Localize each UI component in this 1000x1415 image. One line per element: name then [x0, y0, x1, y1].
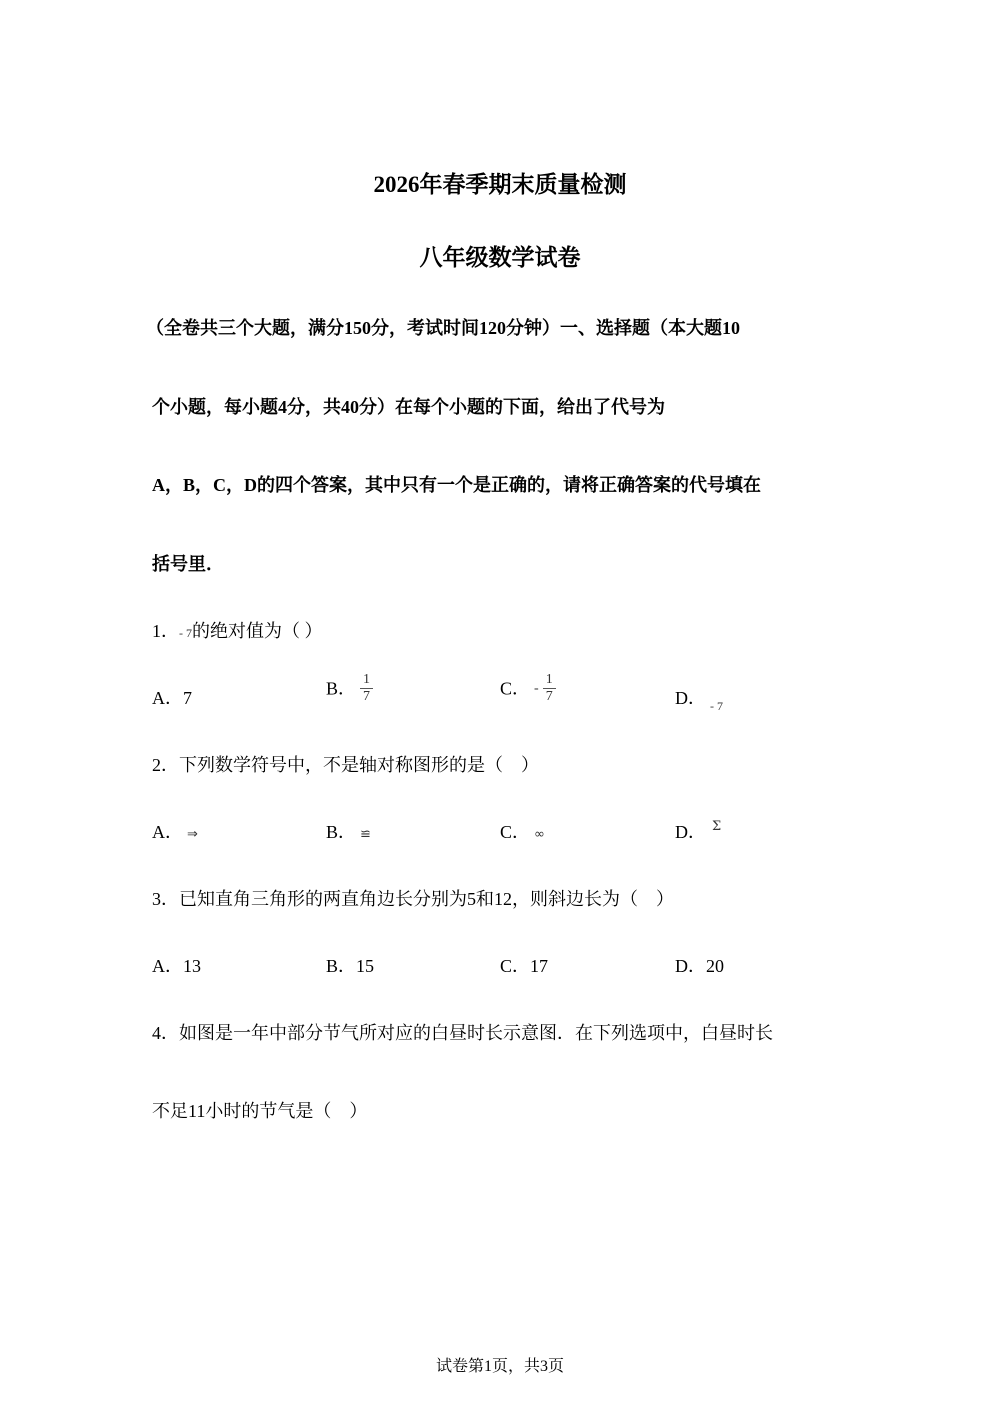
option-c: [500, 820, 545, 847]
option-value: 17: [530, 956, 549, 976]
option-label: C．: [500, 822, 531, 842]
option-d: [675, 954, 724, 978]
option-b: [326, 954, 374, 978]
option-c: [500, 954, 548, 978]
instructions-line-1: （全卷共三个大题，满分150分，考试时间120分钟）一、选择题（本大题10: [146, 318, 740, 338]
question-1-options: [0, 672, 1000, 722]
fraction-numerator: 1: [360, 672, 373, 689]
option-label: A．: [152, 822, 183, 842]
option-label: B．: [326, 678, 357, 699]
option-value: - 7: [710, 699, 723, 713]
option-label: D．: [675, 688, 706, 708]
option-label: C．: [500, 956, 531, 976]
exam-title: 2026年春季期末质量检测: [373, 172, 627, 197]
sigma-symbol: Σ: [712, 819, 722, 834]
question-number: 4．: [152, 1023, 179, 1043]
fraction-denominator: 7: [545, 689, 553, 704]
fraction: [360, 672, 373, 705]
question-text: 如图是一年中部分节气所对应的白昼时长示意图．在下列选项中，白昼时长: [179, 1023, 773, 1043]
option-b: [326, 820, 371, 847]
question-text: 不足11小时的节气是（ ）: [152, 1101, 368, 1121]
question-2-stem: [152, 753, 539, 777]
question-text: 下列数学符号中，不是轴对称图形的是（ ）: [179, 755, 539, 775]
option-label: B．: [326, 822, 357, 842]
fraction-denominator: 7: [363, 689, 371, 704]
question-number: 2．: [152, 755, 179, 775]
option-value: 13: [183, 956, 201, 976]
question-2-options: [0, 820, 1000, 870]
exam-subtitle: 八年级数学试卷: [419, 245, 581, 270]
option-a: [152, 954, 201, 978]
option-label: A．: [152, 688, 183, 708]
option-d: [675, 820, 721, 847]
implies-symbol: ⇒: [187, 827, 198, 842]
option-d: [675, 686, 723, 712]
question-4-stem-line-1: [152, 1021, 773, 1045]
instructions-line-4: 括号里．: [152, 554, 224, 574]
option-a: [152, 686, 192, 710]
question-text: 的绝对值为（ ）: [192, 621, 323, 641]
option-c: [500, 672, 556, 705]
infinity-symbol: ∞: [534, 827, 545, 842]
minus-sign: -: [534, 680, 539, 696]
question-number: 1．: [152, 621, 179, 641]
option-label: D．: [675, 822, 706, 842]
congruent-symbol: ≌: [360, 827, 371, 842]
question-4-stem-line-2: [152, 1099, 367, 1123]
option-value: 15: [356, 956, 375, 976]
option-label: B．: [326, 956, 357, 976]
fraction: [543, 672, 556, 705]
option-value: 20: [706, 956, 724, 976]
question-3-options: [0, 954, 1000, 1004]
option-value: 7: [183, 688, 192, 708]
option-label: C．: [500, 678, 531, 699]
option-a: [152, 820, 198, 847]
instructions-line-3: A，B，C，D的四个答案，其中只有一个是正确的，请将正确答案的代号填在: [152, 475, 761, 495]
question-1-stem: [152, 619, 323, 645]
instructions-line-2: 个小题，每小题4分，共40分）在每个小题的下面，给出了代号为: [152, 397, 665, 417]
option-b: [326, 672, 373, 705]
option-label: A．: [152, 956, 183, 976]
question-value: - 7: [179, 626, 192, 640]
page-footer: 试卷第1页，共3页: [435, 1358, 564, 1375]
option-label: D．: [675, 956, 706, 976]
question-text: 已知直角三角形的两直角边长分别为5和12，则斜边长为（ ）: [179, 889, 674, 909]
fraction-numerator: 1: [543, 672, 556, 689]
question-3-stem: [152, 887, 674, 911]
question-number: 3．: [152, 889, 179, 909]
